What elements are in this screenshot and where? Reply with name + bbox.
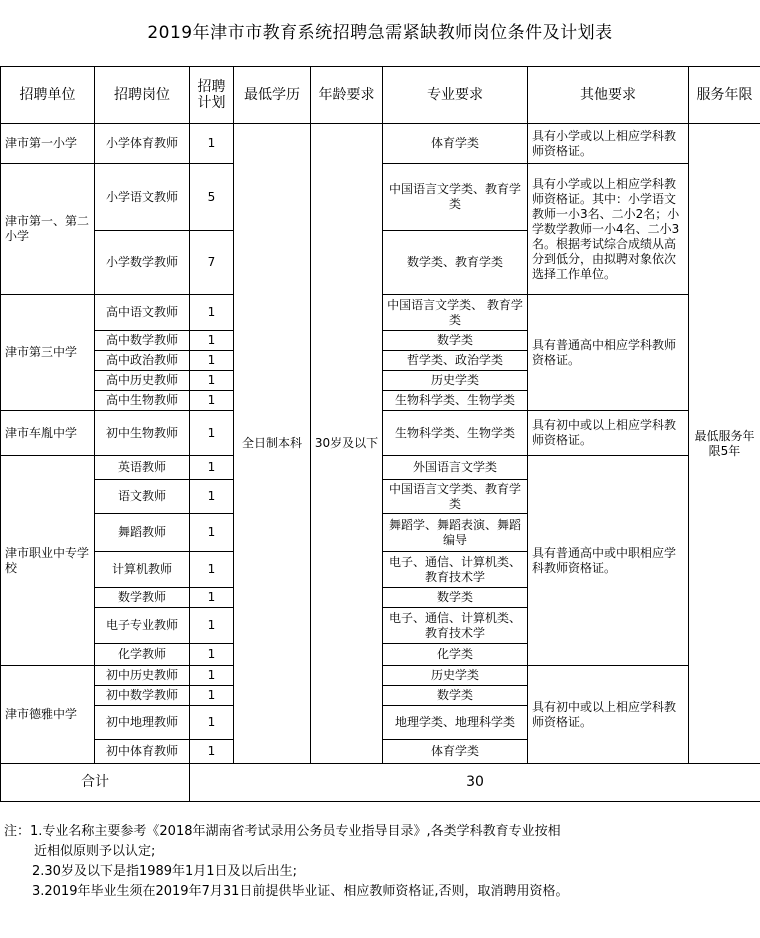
service-cell: 最低服务年限5年	[689, 124, 760, 764]
plan-cell: 1	[190, 514, 234, 552]
plan-cell: 1	[190, 351, 234, 371]
unit-cell: 津市第三中学	[1, 295, 95, 411]
plan-cell: 1	[190, 706, 234, 740]
plan-cell: 1	[190, 124, 234, 164]
position-cell: 高中语文教师	[95, 295, 190, 331]
plan-cell: 1	[190, 331, 234, 351]
major-cell: 中国语言文学类、 教育学类	[383, 295, 528, 331]
major-cell: 哲学类、政治学类	[383, 351, 528, 371]
plan-cell: 1	[190, 666, 234, 686]
plan-cell: 1	[190, 608, 234, 644]
plan-cell: 1	[190, 371, 234, 391]
other-cell: 具有初中或以上相应学科教师资格证。	[528, 411, 689, 456]
note-3: 3.2019年毕业生须在2019年7月31日前提供毕业证、相应教师资格证,否则，取消聘用资格。	[32, 884, 569, 899]
major-cell: 中国语言文学类、教育学类	[383, 480, 528, 514]
position-cell: 舞蹈教师	[95, 514, 190, 552]
major-cell: 数学类	[383, 331, 528, 351]
plan-cell: 1	[190, 456, 234, 480]
position-cell: 数学教师	[95, 588, 190, 608]
position-cell: 高中政治教师	[95, 351, 190, 371]
plan-cell: 7	[190, 231, 234, 295]
header-major: 专业要求	[383, 67, 528, 124]
major-cell: 生物科学类、生物学类	[383, 391, 528, 411]
major-cell: 数学类、教育学类	[383, 231, 528, 295]
other-cell: 具有小学或以上相应学科教师资格证。	[528, 124, 689, 164]
major-cell: 电子、通信、计算机类、教育技术学	[383, 608, 528, 644]
position-cell: 电子专业教师	[95, 608, 190, 644]
position-cell: 小学数学教师	[95, 231, 190, 295]
position-cell: 高中历史教师	[95, 371, 190, 391]
position-cell: 英语教师	[95, 456, 190, 480]
position-cell: 初中地理教师	[95, 706, 190, 740]
age-cell: 30岁及以下	[311, 124, 383, 764]
education-cell: 全日制本科	[234, 124, 311, 764]
other-cell: 具有普通高中或中职相应学科教师资格证。	[528, 456, 689, 666]
other-cell: 具有普通高中相应学科教师资格证。	[528, 295, 689, 411]
header-plan: 招聘计划	[190, 67, 234, 124]
notes	[4, 822, 756, 902]
major-cell: 体育学类	[383, 740, 528, 764]
note-2: 2.30岁及以下是指1989年1月1日及以后出生;	[32, 864, 297, 879]
total-row	[1, 764, 760, 802]
note-1: 注：1.专业名称主要参考《2018年湖南省考试录用公务员专业指导目录》,各类学科教育专业按相	[4, 824, 561, 839]
page-title: 2019年津市市教育系统招聘急需紧缺教师岗位条件及计划表	[147, 23, 613, 43]
major-cell: 舞蹈学、舞蹈表演、舞蹈编导	[383, 514, 528, 552]
plan-cell: 1	[190, 411, 234, 456]
table-row	[1, 124, 760, 164]
table-header-row	[1, 67, 760, 124]
unit-cell: 津市第一小学	[1, 124, 95, 164]
position-cell: 语文教师	[95, 480, 190, 514]
position-cell: 计算机教师	[95, 552, 190, 588]
major-cell: 数学类	[383, 588, 528, 608]
major-cell: 电子、通信、计算机类、教育技术学	[383, 552, 528, 588]
header-age: 年龄要求	[311, 67, 383, 124]
major-cell: 中国语言文学类、教育学类	[383, 164, 528, 231]
unit-cell: 津市职业中专学校	[1, 456, 95, 666]
major-cell: 历史学类	[383, 371, 528, 391]
major-cell: 化学类	[383, 644, 528, 666]
position-cell: 小学语文教师	[95, 164, 190, 231]
plan-cell: 1	[190, 552, 234, 588]
header-other: 其他要求	[528, 67, 689, 124]
total-value: 30	[190, 764, 760, 802]
position-cell: 高中数学教师	[95, 331, 190, 351]
position-cell: 初中生物教师	[95, 411, 190, 456]
header-unit: 招聘单位	[1, 67, 95, 124]
position-cell: 初中历史教师	[95, 666, 190, 686]
position-cell: 初中体育教师	[95, 740, 190, 764]
position-cell: 高中生物教师	[95, 391, 190, 411]
position-cell: 化学教师	[95, 644, 190, 666]
unit-cell: 津市德雅中学	[1, 666, 95, 764]
plan-cell: 1	[190, 588, 234, 608]
major-cell: 历史学类	[383, 666, 528, 686]
plan-cell: 1	[190, 391, 234, 411]
other-cell: 具有初中或以上相应学科教师资格证。	[528, 666, 689, 764]
total-label: 合计	[1, 764, 190, 802]
plan-cell: 1	[190, 644, 234, 666]
note-1-continued: 近相似原则予以认定;	[34, 844, 156, 859]
unit-cell: 津市车胤中学	[1, 411, 95, 456]
position-cell: 小学体育教师	[95, 124, 190, 164]
plan-cell: 5	[190, 164, 234, 231]
plan-cell: 1	[190, 295, 234, 331]
major-cell: 体育学类	[383, 124, 528, 164]
other-cell: 具有小学或以上相应学科教师资格证。其中：小学语文教师一小3名、二小2名；小学数学教师一小4名、二小3名。根据考试综合成绩从高分到低分，由拟聘对象依次选择工作单位。	[528, 164, 689, 295]
header-position: 招聘岗位	[95, 67, 190, 124]
plan-cell: 1	[190, 686, 234, 706]
recruitment-table	[0, 66, 760, 802]
position-cell: 初中数学教师	[95, 686, 190, 706]
plan-cell: 1	[190, 740, 234, 764]
plan-cell: 1	[190, 480, 234, 514]
major-cell: 地理学类、地理科学类	[383, 706, 528, 740]
header-education: 最低学历	[234, 67, 311, 124]
header-service: 服务年限	[689, 67, 760, 124]
unit-cell: 津市第一、第二小学	[1, 164, 95, 295]
major-cell: 外国语言文学类	[383, 456, 528, 480]
major-cell: 生物科学类、生物学类	[383, 411, 528, 456]
major-cell: 数学类	[383, 686, 528, 706]
